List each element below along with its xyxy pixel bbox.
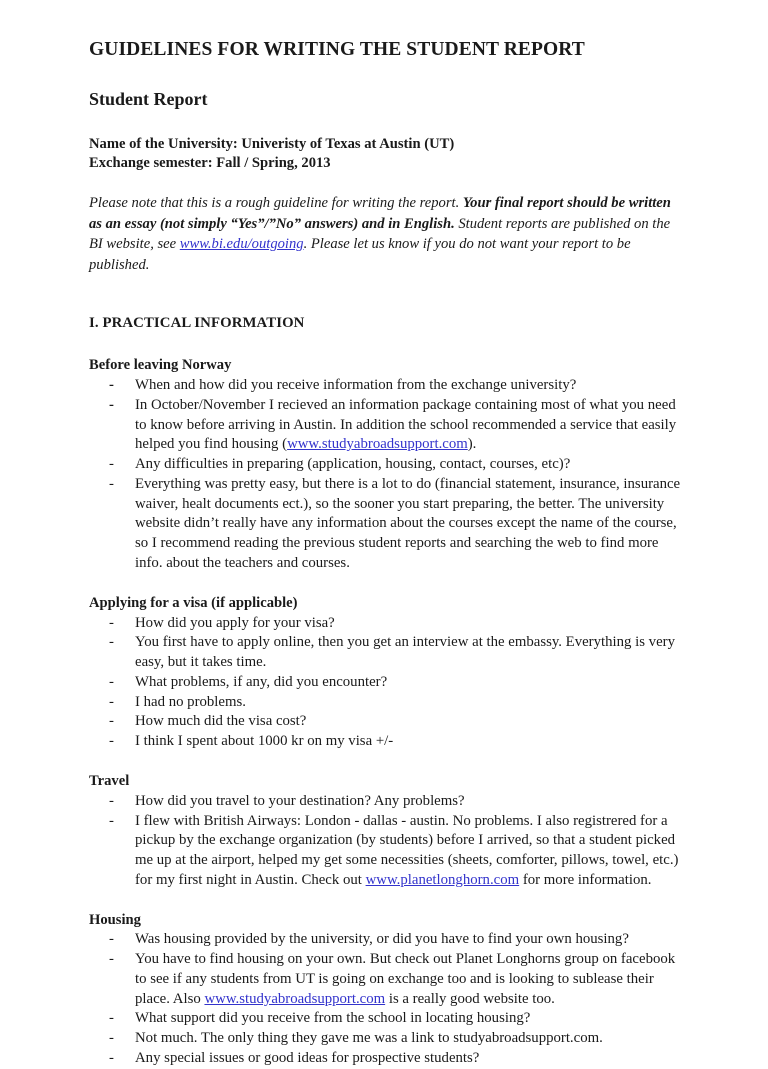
list-item-text: How much did the visa cost? bbox=[135, 713, 307, 730]
list-item bbox=[89, 376, 682, 396]
subsection-applying-for-a-visa bbox=[89, 594, 682, 752]
dash-bullet-icon: - bbox=[109, 1010, 114, 1027]
list-item bbox=[89, 396, 682, 455]
list-item bbox=[89, 950, 682, 1009]
list-item bbox=[89, 792, 682, 812]
bullet-list bbox=[89, 792, 682, 891]
studyabroadsupport-link[interactable]: www.studyabroadsupport.com bbox=[287, 436, 468, 453]
list-item-text: How did you travel to your destination? Any problems? bbox=[135, 792, 465, 809]
list-item-text-post: for more information. bbox=[519, 871, 652, 888]
planetlonghorn-link[interactable]: www.planetlonghorn.com bbox=[365, 871, 520, 888]
dash-bullet-icon: - bbox=[109, 792, 114, 809]
dash-bullet-icon: - bbox=[109, 475, 114, 492]
list-item bbox=[89, 712, 682, 732]
list-item-text: I flew with British Airways: London - dallas - austin. No problems. I also registrered for a pickup by the exchange organization (by students) before I arrived, so that a student picked me up at the airport, helped my get some necessities (sheets, comforter, pillows, towel, etc.) for my first night in Austin. Check out bbox=[135, 812, 679, 888]
list-item bbox=[89, 1009, 682, 1029]
list-item bbox=[89, 930, 682, 950]
meta-semester: Exchange semester: Fall / Spring, 2013 bbox=[89, 155, 331, 171]
page-title: GUIDELINES FOR WRITING THE STUDENT REPORT bbox=[89, 39, 585, 60]
list-item-text: Any difficulties in preparing (application, housing, contact, courses, etc)? bbox=[135, 456, 571, 473]
subsection-travel bbox=[89, 772, 682, 891]
list-item-text-post: ). bbox=[467, 436, 477, 453]
dash-bullet-icon: - bbox=[109, 733, 114, 750]
dash-bullet-icon: - bbox=[109, 673, 114, 690]
list-item bbox=[89, 732, 682, 752]
list-item bbox=[89, 673, 682, 693]
list-item-text: Any special issues or good ideas for prospective students? bbox=[135, 1049, 480, 1066]
dash-bullet-icon: - bbox=[109, 1049, 114, 1066]
list-item bbox=[89, 633, 682, 673]
intro-text-1: Please note that this is a rough guideline for writing the report. bbox=[89, 195, 463, 212]
dash-bullet-icon: - bbox=[109, 456, 114, 473]
subsection-housing bbox=[89, 911, 682, 1069]
list-item bbox=[89, 1029, 682, 1049]
dash-bullet-icon: - bbox=[109, 1030, 114, 1047]
dash-bullet-icon: - bbox=[109, 931, 114, 948]
list-item-text: What support did you receive from the school in locating housing? bbox=[135, 1010, 531, 1027]
dash-bullet-icon: - bbox=[109, 693, 114, 710]
subsection-heading: Travel bbox=[89, 772, 130, 789]
intro-text-bold: Your final report should be written as an essay (not simply “Yes”/”No” answers) and in English. bbox=[89, 195, 671, 232]
report-title: Student Report bbox=[89, 89, 208, 109]
list-item bbox=[89, 693, 682, 713]
report-meta bbox=[89, 135, 682, 174]
bullet-list bbox=[89, 376, 682, 574]
bi-outgoing-link[interactable]: www.bi.edu/outgoing bbox=[179, 236, 304, 253]
list-item bbox=[89, 455, 682, 475]
dash-bullet-icon: - bbox=[109, 396, 114, 413]
dash-bullet-icon: - bbox=[109, 951, 114, 968]
list-item-text: You first have to apply online, then you get an interview at the embassy. Everything is very easy, but it takes time. bbox=[135, 634, 675, 671]
list-item-text-post: is a really good website too. bbox=[385, 990, 555, 1007]
list-item-text: When and how did you receive information from the exchange university? bbox=[135, 377, 577, 394]
list-item-text: You have to find housing on your own. But check out Planet Longhorns group on facebook to see if any students from UT is going on exchange too and is looking to sublease their place. Also bbox=[135, 951, 676, 1007]
list-item bbox=[89, 812, 682, 891]
bullet-list bbox=[89, 614, 682, 752]
list-item-text: I think I spent about 1000 kr on my visa +/- bbox=[135, 733, 394, 750]
list-item-text: Everything was pretty easy, but there is a lot to do (financial statement, insurance, insurance waiver, healt documents ect.), so the sooner you start preparing, the better. The university website didn’t really have any information about the courses except the name of the course, so I recommend reading the previous student reports and searching the web to find more info. about the teachers and courses. bbox=[135, 475, 681, 571]
dash-bullet-icon: - bbox=[109, 634, 114, 651]
list-item bbox=[89, 475, 682, 574]
dash-bullet-icon: - bbox=[109, 812, 114, 829]
list-item-text: I had no problems. bbox=[135, 693, 246, 710]
list-item-text: What problems, if any, did you encounter? bbox=[135, 673, 388, 690]
bullet-list bbox=[89, 930, 682, 1068]
dash-bullet-icon: - bbox=[109, 377, 114, 394]
subsection-heading: Housing bbox=[89, 911, 141, 928]
subsection-before-leaving-norway bbox=[89, 356, 682, 573]
list-item-text: Not much. The only thing they gave me was a link to studyabroadsupport.com. bbox=[135, 1030, 603, 1047]
intro-text-4: . Please let us know if you do not want your report to be published. bbox=[89, 236, 631, 273]
meta-university: Name of the University: Univeristy of Texas at Austin (UT) bbox=[89, 135, 455, 152]
list-item-text: In October/November I recieved an information package containing most of what you need to know before arriving in Austin. In addition the school recommended a service that easily helped you find housing ( bbox=[135, 396, 677, 453]
studyabroadsupport-link[interactable]: www.studyabroadsupport.com bbox=[204, 990, 386, 1007]
list-item bbox=[89, 1049, 682, 1069]
dash-bullet-icon: - bbox=[109, 713, 114, 730]
list-item-text: How did you apply for your visa? bbox=[135, 614, 335, 631]
section-heading-practical-information: I. PRACTICAL INFORMATION bbox=[89, 315, 305, 332]
intro-text-3: Student reports are published on the BI website, see bbox=[89, 215, 671, 253]
subsection-heading: Before leaving Norway bbox=[89, 357, 232, 374]
list-item-text: Was housing provided by the university, or did you have to find your own housing? bbox=[135, 931, 629, 948]
list-item bbox=[89, 614, 682, 634]
subsection-heading: Applying for a visa (if applicable) bbox=[89, 594, 298, 611]
dash-bullet-icon: - bbox=[109, 614, 114, 631]
intro-paragraph bbox=[89, 193, 682, 275]
